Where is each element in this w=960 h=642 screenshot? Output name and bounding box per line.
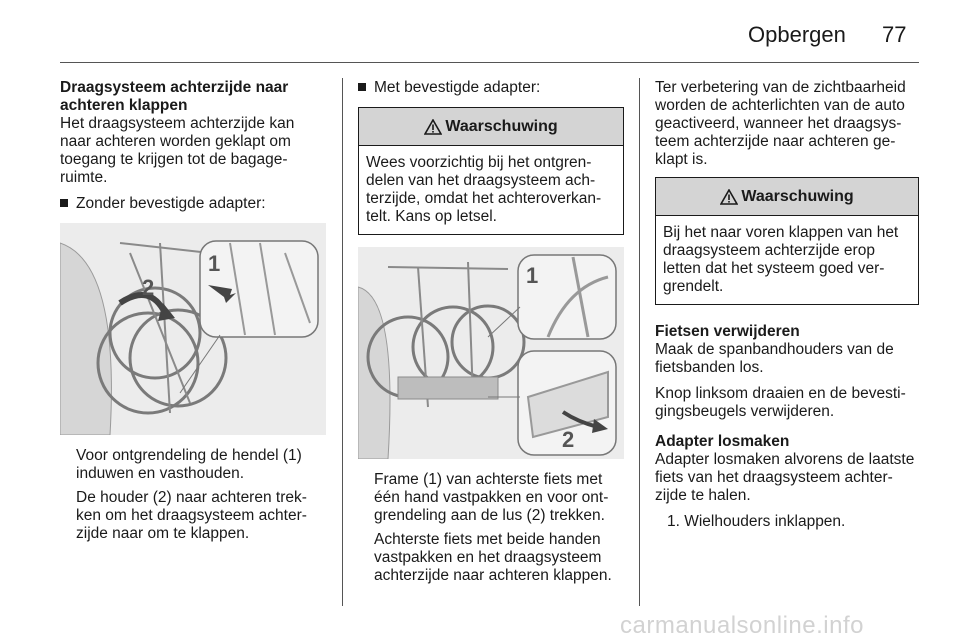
warning-header (359, 108, 623, 146)
paragraph: Het draagsysteem achterzijde kan naar achteren worden geklapt om toegang te krijgen tot de bagage-ruimte. (60, 115, 295, 186)
watermark: carmanualsonline.info (620, 612, 864, 639)
figure-label: 1 (526, 263, 539, 288)
numbered-list-item: 1. Wielhouders inklappen. (667, 513, 846, 530)
warning-title: Waarschuwing (445, 117, 558, 135)
column-divider (639, 78, 640, 606)
paragraph: Ter verbetering van de zichtbaarheid worden de achterlichten van de auto geactiveerd, wanneer het draagsys-teem achterzijde naar achteren ge-klapt is. (655, 79, 906, 168)
section-heading: Adapter losmaken (655, 433, 790, 450)
page-number: 77 (882, 22, 907, 47)
paragraph: Adapter losmaken alvorens de laatste fiets van het draagsysteem achter-zijde te halen. (655, 451, 915, 504)
caption-text: Frame (1) van achterste fiets met één hand vastpakken en voor ont-grendeling aan de lus (2) trekken. (374, 471, 609, 524)
paragraph: Maak de spanbandhouders van de fietsbanden los. (655, 341, 894, 376)
figure-label: 2 (142, 275, 155, 300)
warning-text: Bij het naar voren klappen van het draagsysteem achterzijde erop letten dat het systeem goed ver-grendelt. (663, 224, 899, 295)
warning-triangle-icon (424, 119, 442, 135)
warning-title: Waarschuwing (741, 187, 854, 205)
bullet-item: Zonder bevestigde adapter: (60, 195, 326, 213)
figure-bike-carrier-with-adapter (358, 247, 624, 459)
warning-box (655, 177, 919, 305)
column-3 (655, 79, 919, 539)
page-title: Opbergen (748, 22, 846, 47)
caption-text: Voor ontgrendeling de hendel (1) induwen en vasthouden. (76, 447, 302, 482)
figure-caption (358, 471, 624, 585)
bullet-square-icon (60, 199, 68, 207)
column-2 (358, 79, 624, 591)
bullet-square-icon (358, 83, 366, 91)
caption-text: Achterste fiets met beide handen vastpakken en het draagsysteem achterzijde naar achteren klappen. (374, 531, 612, 584)
warning-triangle-icon (720, 189, 738, 205)
figure-caption (60, 447, 326, 543)
bike-carrier-illustration (60, 223, 322, 435)
warning-box (358, 107, 624, 235)
section-heading: Draagsysteem achterzijde naar achteren klappen (60, 79, 289, 114)
warning-header (656, 178, 918, 216)
figure-bike-carrier-no-adapter (60, 223, 326, 435)
figure-label: 1 (208, 251, 221, 276)
section-heading: Fietsen verwijderen (655, 323, 800, 340)
bullet-item: Met bevestigde adapter: (358, 79, 624, 97)
figure-label: 2 (562, 427, 575, 452)
caption-text: De houder (2) naar achteren trek-ken om het draagsysteem achter-zijde naar om te klappen. (76, 489, 307, 542)
column-1 (60, 79, 326, 549)
bike-carrier-adapter-illustration (358, 247, 620, 459)
column-divider (342, 78, 343, 606)
warning-text: Wees voorzichtig bij het ontgren-delen van het draagsysteem ach-terzijde, omdat het achteroverkan-telt. Kans op letsel. (366, 154, 602, 225)
paragraph: Knop linksom draaien en de bevesti-gingsbeugels verwijderen. (655, 385, 906, 420)
header-divider (60, 62, 919, 63)
